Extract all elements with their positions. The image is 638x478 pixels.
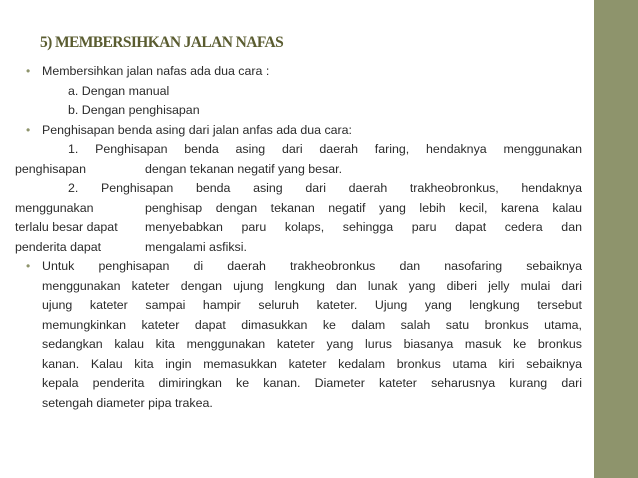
bullet-item-2 [0,121,582,141]
point-2-line-1: 2. Penghisapan benda asing dari daerah trakheobronkus, hendaknya [68,181,582,195]
bullet-3-line: menggunakan kateter dengan ujung lengkung dan lunak yang diberi jelly mulai dari [42,278,582,293]
point-1-rest: dengan tekanan negatif yang besar. [145,161,343,176]
bullet-item-3 [0,257,582,413]
point-2-line-2 [0,199,582,219]
bullet-3-line: kanan. Kalau kita ingin memasukkan kateter kedalam bronkus utama kiri sebaiknya [42,356,582,371]
point-2-lead-3: terlalu besar dapat [15,220,118,234]
bullet-3-body [0,257,582,413]
bullet-3-line: kepala penderita dimiringkan ke kanan. Diameter kateter seharusnya kurang dari [42,376,582,390]
bullet-2-text: Penghisapan benda asing dari jalan anfas ada dua cara: [42,122,353,137]
slide-title: 5) MEMBERSIHKAN JALAN NAFAS [40,34,284,51]
point-1-line-2 [0,160,582,180]
bullet-3-line: ujung kateter sampai hampir seluruh kateter. Ujung yang lengkung tersebut [42,298,582,312]
point-2-rest-2: penghisap dengan tekanan negatif yang lebih kecil, karena kalau [145,200,582,215]
point-2-rest-3: menyebabkan paru kolaps, sehingga paru dapat cedera dan [145,220,582,234]
point-1-line-1: 1. Penghisapan benda asing dari daerah faring, hendaknya menggunakan [68,142,582,156]
point-2-line-3 [0,218,582,238]
bullet-dot-icon: • [26,122,31,137]
bullet-3-line: sedangkan kalau kita menggunakan kateter yang lurus biasanya masuk ke bronkus [42,337,582,351]
side-accent-bar [594,0,638,478]
bullet-dot-icon: • [26,259,31,273]
bullet-3-line: memungkinkan kateter dapat dimasukkan ke dalam salah satu bronkus utama, [42,317,582,332]
point-2-lead-2: menggunakan [15,200,94,215]
bullet-1-sub-a: a. Dengan manual [68,83,170,98]
point-2-rest-4: mengalami asfiksi. [145,239,247,254]
bullet-3-line: setengah diameter pipa trakea. [42,395,213,410]
bullet-1-text: Membersihkan jalan nafas ada dua cara : [42,64,270,78]
point-1-lead: penghisapan [15,161,86,176]
bullet-1-sub-b: b. Dengan penghisapan [68,103,200,117]
point-2-lead-4: penderita dapat [15,239,102,254]
bullet-item-1 [0,62,582,82]
bullet-3-line: Untuk penghisapan di daerah trakheobronkus dan nasofaring sebaiknya [42,259,582,273]
bullet-dot-icon: • [26,64,31,78]
point-2-line-4 [0,238,582,258]
slide-content [0,62,582,413]
